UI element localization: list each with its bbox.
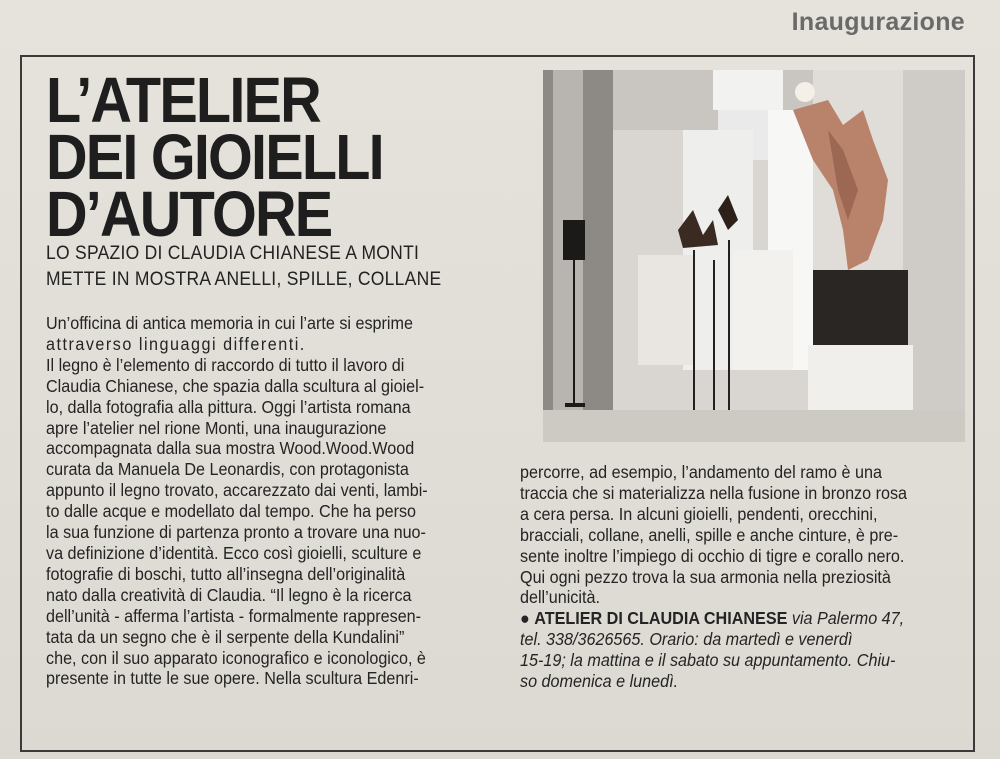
body-line: a cera persa. In alcuni gioielli, pendenti, orecchini, <box>520 503 878 524</box>
body-line: accompagnata dalla sua mostra Wood.Wood.Wood <box>46 438 415 459</box>
body-line: dell’unità - afferma l’artista - formalmente rappresen- <box>46 605 422 626</box>
gallery-interior-image <box>543 70 965 442</box>
body-line: lo, dalla fotografia alla pittura. Oggi l’artista romana <box>46 396 411 417</box>
body-line: bracciali, collane, anelli, spille e anche cinture, è pre- <box>520 524 899 545</box>
article-body-column-2 <box>520 462 907 692</box>
article-headline <box>46 64 383 250</box>
body-line: la sua funzione di partenza pronto a trovare una nuo- <box>46 522 426 543</box>
body-line: apre l’atelier nel rione Monti, una inaugurazione <box>46 417 387 438</box>
body-line: attraverso linguaggi differenti. <box>46 333 306 354</box>
article-subhead <box>46 241 441 293</box>
body-line: dell’unicità. <box>520 587 600 608</box>
body-line: traccia che si materializza nella fusione in bronzo rosa <box>520 482 908 503</box>
body-line: Il legno è l’elemento di raccordo di tutto il lavoro di <box>46 354 405 375</box>
info-line: so domenica e lunedì. <box>520 671 679 692</box>
body-line: che, con il suo apparato iconografico e iconologico, è <box>46 647 426 668</box>
headline-line: DEI GIOIELLI <box>46 121 383 193</box>
body-line: tata da un segno che è il serpente della Kundalini” <box>46 626 405 647</box>
body-line: to dalle acque e modellato dal tempo. Che ha perso <box>46 501 417 522</box>
gallery-photo <box>543 70 965 442</box>
headline-line: D’AUTORE <box>46 178 332 250</box>
body-line: percorre, ad esempio, l’andamento del ramo è una <box>520 462 882 482</box>
info-line <box>520 608 907 629</box>
article-body-column-1 <box>46 313 428 689</box>
bullet-icon: ● <box>520 608 530 629</box>
info-line: 15-19; la mattina e il sabato su appuntamento. Chiu- <box>520 650 896 671</box>
headline-line: L’ATELIER <box>46 64 320 136</box>
body-line: Claudia Chianese, che spazia dalla scultura al gioiel- <box>46 375 425 396</box>
venue-name: ATELIER DI CLAUDIA CHIANESE <box>534 608 788 629</box>
body-line: Qui ogni pezzo trova la sua armonia nella preziosità <box>520 566 891 587</box>
body-line: presente in tutte le sue opere. Nella scultura Edenri- <box>46 668 419 689</box>
info-line: tel. 338/3626565. Orario: da martedì e venerdì <box>520 629 853 650</box>
body-line: appunto il legno trovato, accarezzato dai venti, lambi- <box>46 480 428 501</box>
section-label: Inaugurazione <box>791 8 965 36</box>
body-line: Un’officina di antica memoria in cui l’arte si esprime <box>46 313 413 333</box>
body-line: fotografie di boschi, tutto all’insegna dell’originalità <box>46 563 406 584</box>
subhead-line: METTE IN MOSTRA ANELLI, SPILLE, COLLANE <box>46 269 442 290</box>
body-line: nato dalla creatività di Claudia. “Il legno è la ricerca <box>46 584 412 605</box>
body-line: va definizione d’identità. Ecco così gioielli, sculture e <box>46 542 422 563</box>
venue-address: via Palermo 47, <box>787 608 905 629</box>
subhead-line: LO SPAZIO DI CLAUDIA CHIANESE A MONTI <box>46 243 420 264</box>
body-line: sente inoltre l’impiego di occhio di tigre e corallo nero. <box>520 545 905 566</box>
body-line: curata da Manuela De Leonardis, con protagonista <box>46 459 409 480</box>
